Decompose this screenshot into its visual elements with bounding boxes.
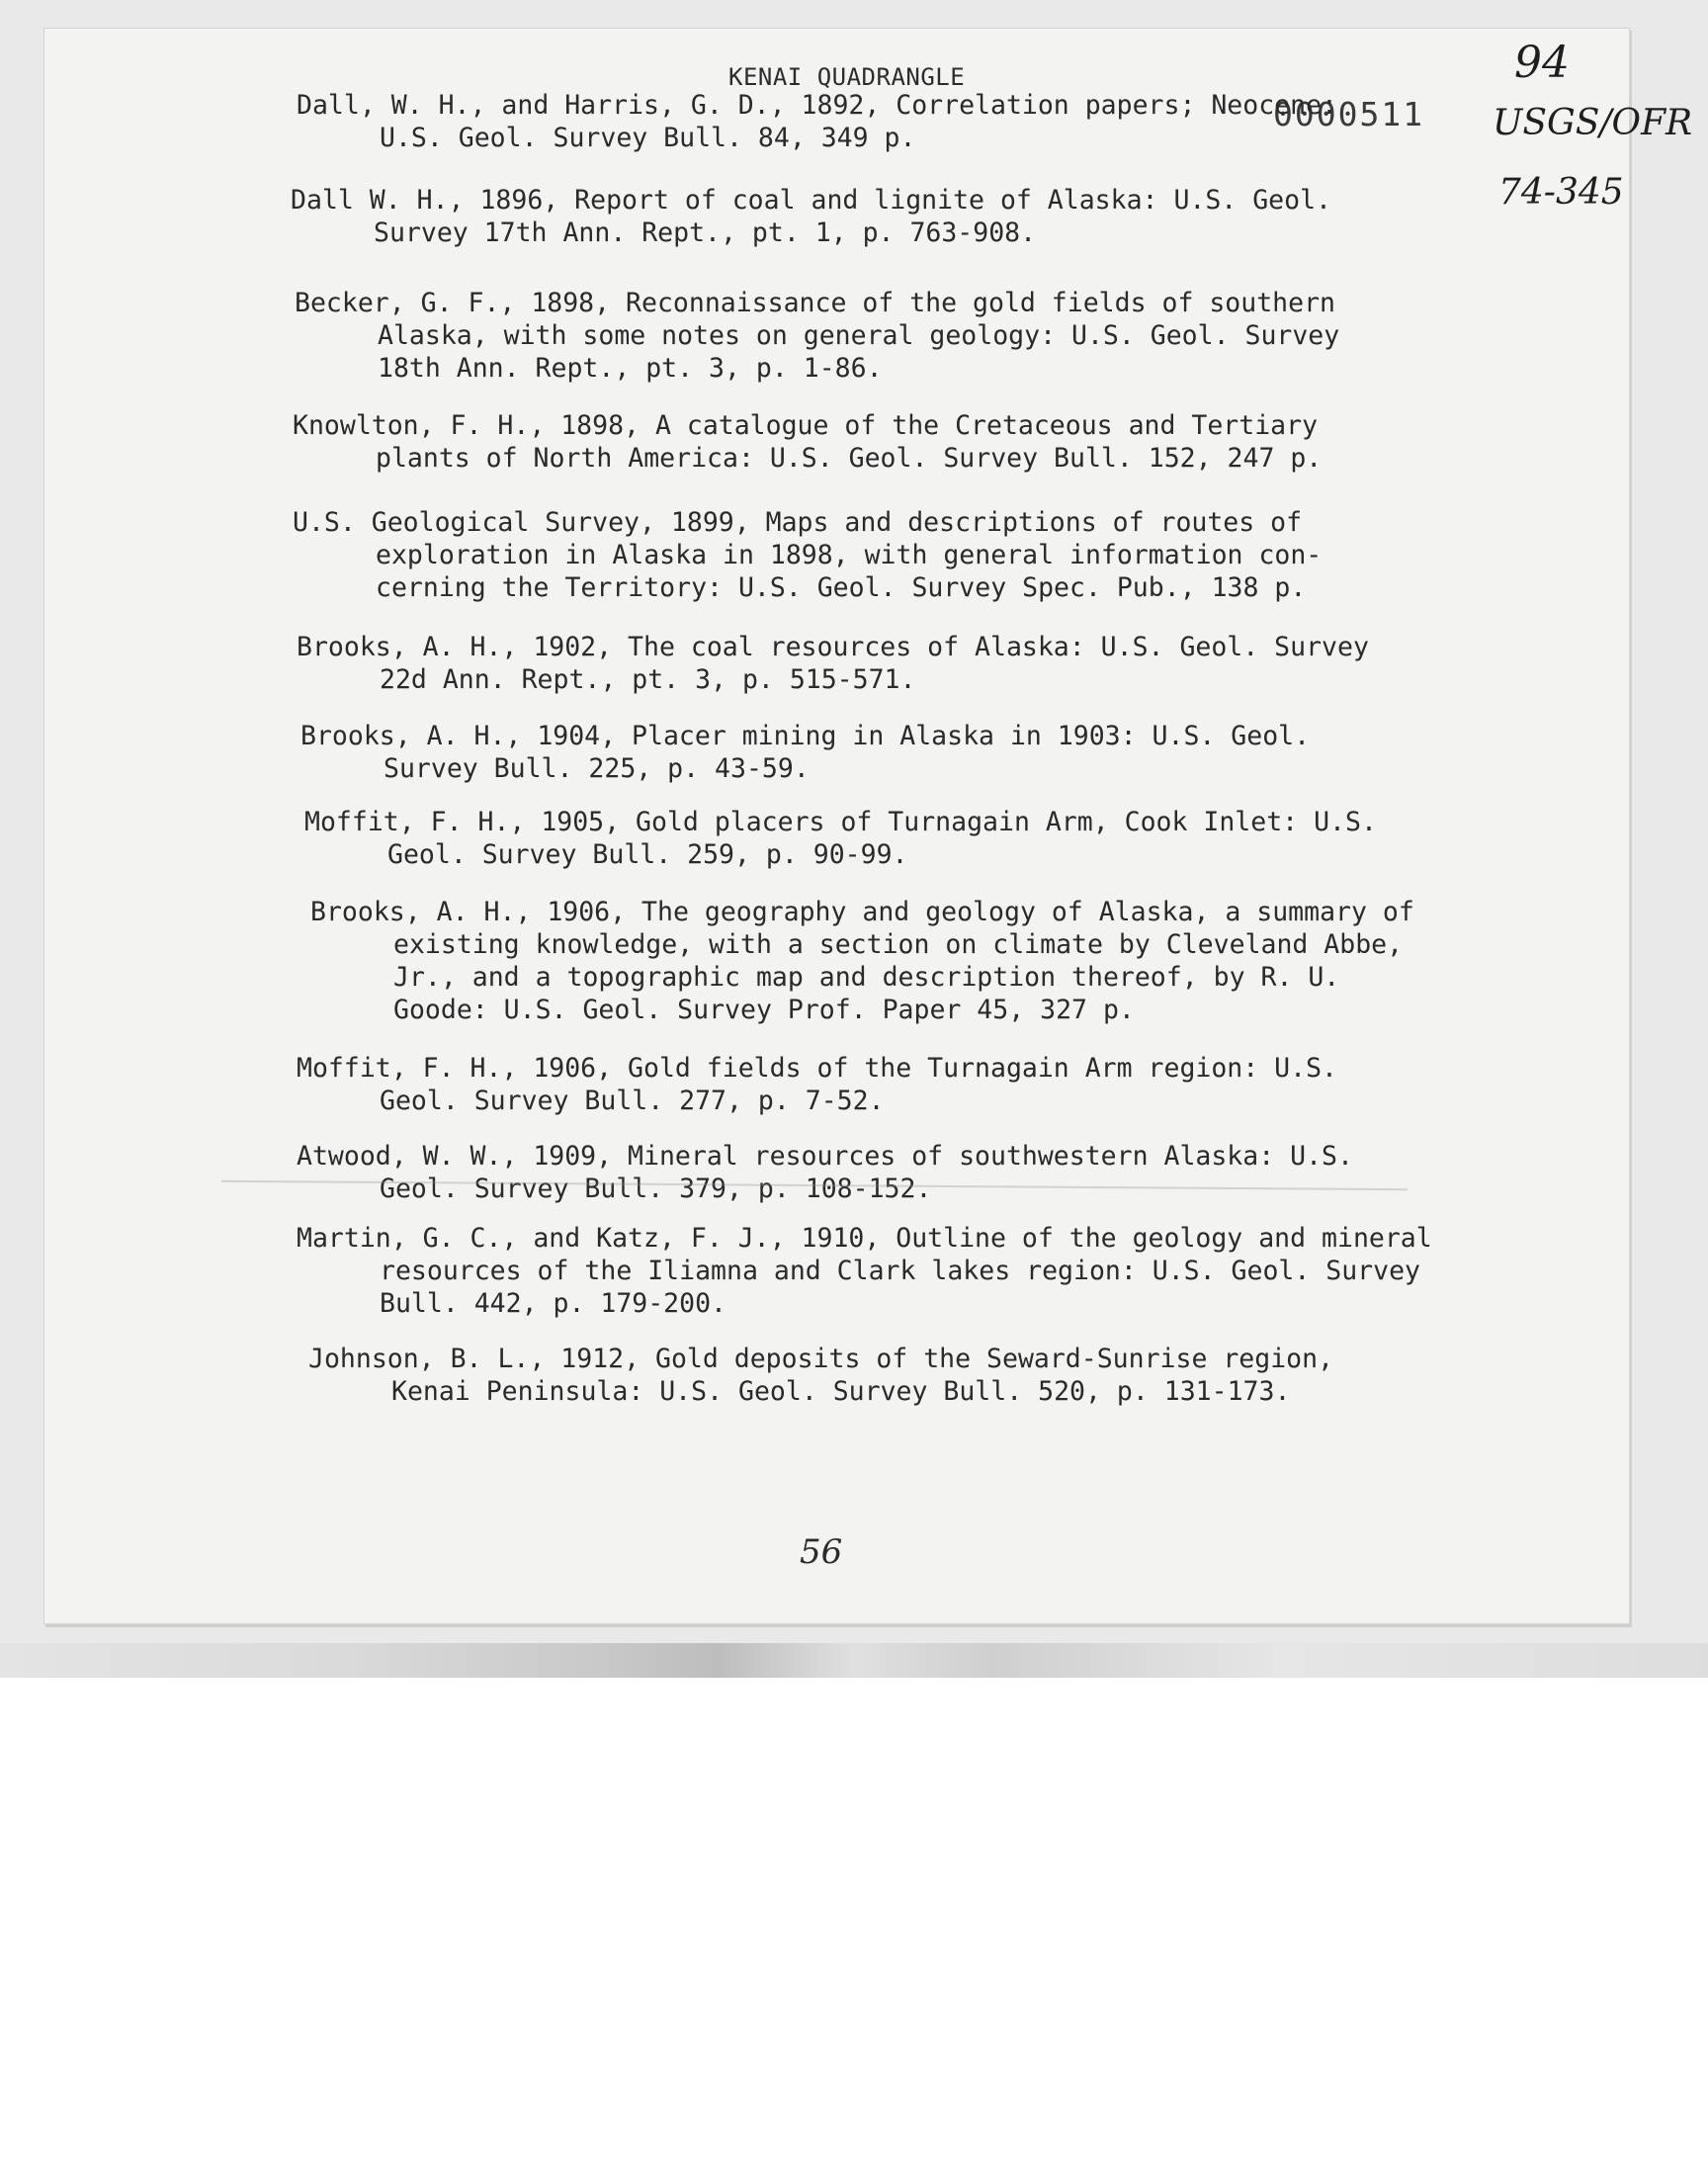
bibliography-entry [308, 1343, 1333, 1408]
entry-line: Survey 17th Ann. Rept., pt. 1, p. 763-908. [374, 218, 1037, 248]
entry-line: Atwood, W. W., 1909, Mineral resources of southwestern Alaska: U.S. [297, 1141, 1353, 1172]
entry-line: Johnson, B. L., 1912, Gold deposits of the Seward-Sunrise region, [308, 1344, 1334, 1374]
entry-line: Moffit, F. H., 1906, Gold fields of the Turnagain Arm region: U.S. [297, 1053, 1337, 1084]
scan-edge-band [0, 1643, 1708, 1678]
entry-line: exploration in Alaska in 1898, with general information con- [376, 540, 1323, 570]
archive-stamp-number: 0000511 [1273, 95, 1425, 133]
page-number: 56 [800, 1532, 843, 1572]
entry-line: Geol. Survey Bull. 379, p. 108-152. [380, 1174, 932, 1204]
entry-line: U.S. Geological Survey, 1899, Maps and descriptions of routes of [293, 507, 1303, 538]
bibliography-entry [295, 287, 1339, 385]
entry-line: cerning the Territory: U.S. Geol. Survey Spec. Pub., 138 p. [376, 572, 1307, 603]
entry-line: Knowlton, F. H., 1898, A catalogue of the Cretaceous and Tertiary [293, 410, 1319, 441]
bibliography-entry [293, 506, 1322, 604]
entry-line: Dall, W. H., and Harris, G. D., 1892, Correlation papers; Neocene: [297, 90, 1337, 121]
entry-line: Becker, G. F., 1898, Reconnaissance of the gold fields of southern [295, 288, 1335, 318]
bibliography-entry [300, 720, 1310, 785]
handwritten-note-2: USGS/OFR [1493, 103, 1693, 143]
entry-line: Survey Bull. 225, p. 43-59. [384, 753, 810, 784]
bibliography-entry [297, 1140, 1353, 1205]
entry-line: U.S. Geol. Survey Bull. 84, 349 p. [380, 123, 916, 153]
entry-line: Dall W. H., 1896, Report of coal and lignite of Alaska: U.S. Geol. [291, 185, 1331, 216]
bibliography-entry [293, 409, 1322, 475]
entry-line: Geol. Survey Bull. 259, p. 90-99. [387, 839, 908, 870]
entry-line: Geol. Survey Bull. 277, p. 7-52. [380, 1086, 885, 1116]
page-heading: KENAI QUADRANGLE [728, 63, 966, 91]
entry-line: Alaska, with some notes on general geology: U.S. Geol. Survey [378, 320, 1340, 351]
entry-line: Goode: U.S. Geol. Survey Prof. Paper 45, 327 p. [393, 995, 1135, 1025]
bibliography-entry [297, 1222, 1432, 1320]
entry-line: Brooks, A. H., 1904, Placer mining in Alaska in 1903: U.S. Geol. [300, 721, 1311, 751]
entry-line: plants of North America: U.S. Geol. Survey Bull. 152, 247 p. [376, 443, 1323, 474]
bibliography-entry [297, 631, 1369, 696]
entry-line: Martin, G. C., and Katz, F. J., 1910, Outline of the geology and mineral [297, 1223, 1432, 1254]
document-page [43, 28, 1693, 1624]
entry-line: resources of the Iliamna and Clark lakes region: U.S. Geol. Survey [380, 1256, 1420, 1286]
entry-line: 18th Ann. Rept., pt. 3, p. 1-86. [378, 353, 883, 384]
bibliography-entry [291, 184, 1331, 249]
entry-line: Moffit, F. H., 1905, Gold placers of Turnagain Arm, Cook Inlet: U.S. [304, 807, 1377, 837]
entry-line: Brooks, A. H., 1906, The geography and geology of Alaska, a summary of [310, 897, 1414, 927]
entry-line: Jr., and a topographic map and description thereof, by R. U. [393, 962, 1340, 993]
entry-line: 22d Ann. Rept., pt. 3, p. 515-571. [380, 664, 916, 695]
bibliography-entry [297, 1052, 1337, 1117]
entry-line: existing knowledge, with a section on climate by Cleveland Abbe, [393, 929, 1404, 960]
handwritten-note-1: 94 [1514, 38, 1570, 88]
entry-line: Kenai Peninsula: U.S. Geol. Survey Bull. 520, p. 131-173. [391, 1376, 1291, 1407]
bibliography-entry [310, 896, 1414, 1026]
bibliography-entry [297, 89, 1337, 154]
handwritten-note-3: 74-345 [1498, 172, 1624, 213]
entry-line: Brooks, A. H., 1902, The coal resources of Alaska: U.S. Geol. Survey [297, 632, 1369, 662]
bibliography-entry [304, 806, 1377, 871]
entry-line: Bull. 442, p. 179-200. [380, 1288, 726, 1319]
